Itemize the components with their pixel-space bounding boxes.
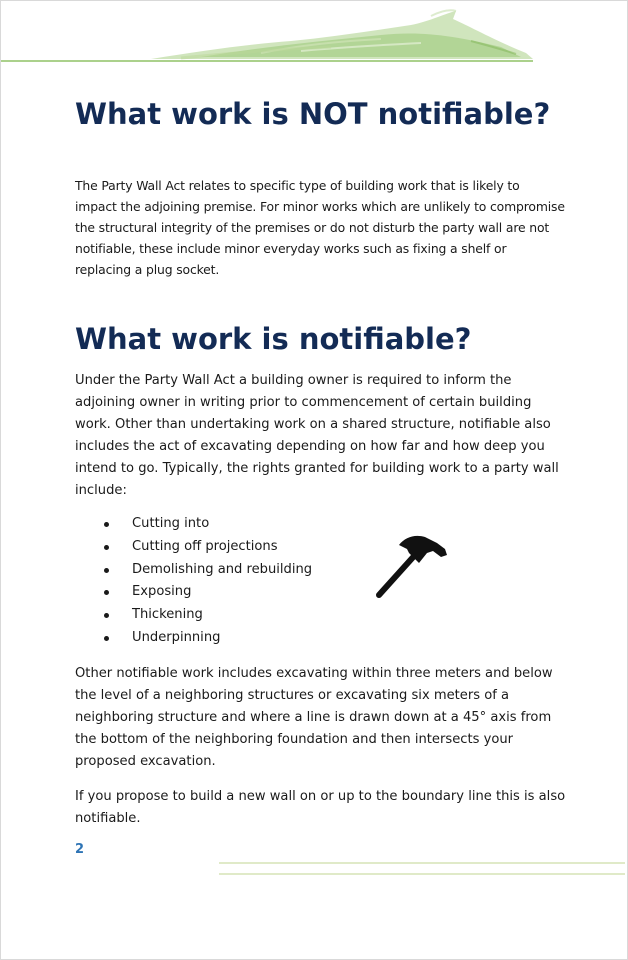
list-item-label: Cutting off projections [132,538,278,554]
paragraph-boundary: If you propose to build a new wall on or up to the boundary line this is also notifiable. [75,789,566,826]
list-item [102,604,312,627]
rights-list [102,513,312,650]
list-item-label: Thickening [132,607,203,623]
bullet-dot [104,522,109,527]
list-item-label: Cutting into [132,516,210,531]
list-item [102,559,312,582]
heading-not-notifiable: What work is NOT notifiable? [75,97,551,131]
hammer-icon [371,531,451,603]
page-number: 2 [75,842,85,857]
paragraph-excavation: Other notifiable work includes excavating within three meters and below the level of a neighboring structures or excavating six meters of a neighboring structure and where a line is drawn down at a 45° axis from the bottom of the neighboring foundation and then intersects your proposed excavation. [75,666,553,769]
footer-rule [219,859,625,879]
list-item-label: Demolishing and rebuilding [132,561,313,577]
paragraph-not-notifiable: The Party Wall Act relates to specific type of building work that is likely to impact the adjoining premise. For minor works which are unlikely to compromise the structural integrity of the premises or do not disturb the party wall are not notifiable, these include minor everyday works such as fixing a shelf or replacing a plug socket. [75,178,565,278]
list-item [102,536,312,559]
list-item-label: Underpinning [132,629,221,645]
bullet-dot [104,636,109,641]
paragraph-notifiable-intro: Under the Party Wall Act a building owner is required to inform the adjoining owner in writing prior to commencement of certain building work. Other than undertaking work on a shared structure, notifiable also includes the act of excavating depending on how far and how deep you intend to go. Typically, the rights granted for building work to a party wall include: [75,373,559,498]
bullet-dot [104,613,109,618]
list-item-label: Exposing [132,584,192,600]
list-item [102,581,312,604]
heading-notifiable: What work is notifiable? [75,322,472,356]
bullet-dot [104,545,109,550]
list-item [102,513,312,536]
header-brush-stroke [1,1,561,71]
bullet-dot [104,568,109,573]
bullet-dot [104,590,109,595]
list-item [102,627,312,650]
